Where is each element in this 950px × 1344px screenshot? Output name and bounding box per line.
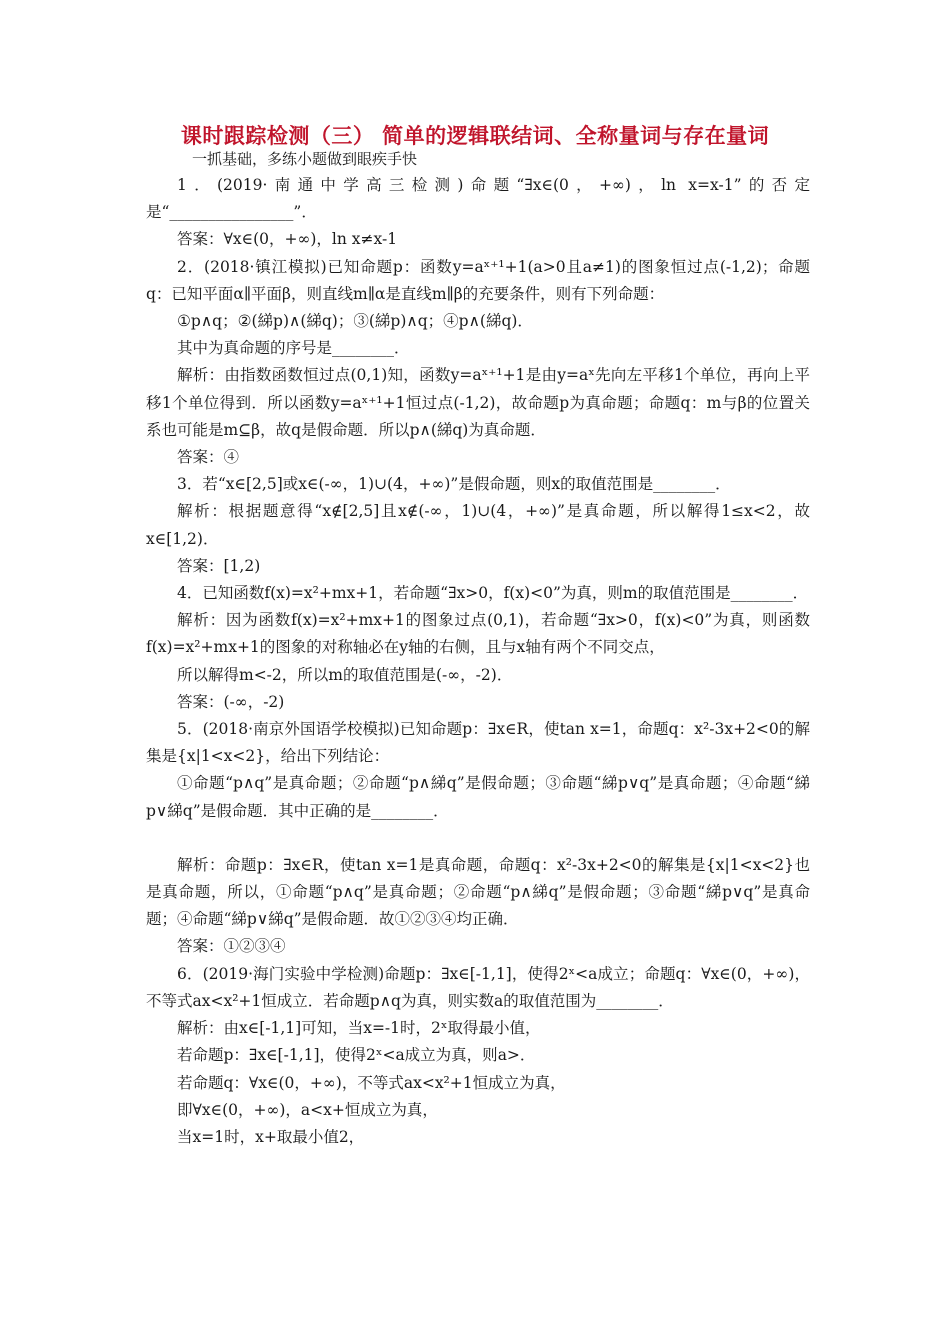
document-body: [146, 172, 810, 1151]
body-paragraph: ①p∧q；②(綈p)∧(綈q)；③(綈p)∧q；④p∧(綈q)．: [177, 312, 533, 331]
body-paragraph: 答案：(-∞，-2): [177, 692, 285, 711]
body-paragraph: 1．(2019·南通中学高三检测)命题“∃x∈(0，+∞)，ln x=x-1”的否定是“________________”．: [146, 176, 810, 222]
body-paragraph: 答案：①②③④: [177, 937, 286, 956]
body-paragraph: 答案：④: [177, 448, 240, 467]
document-subtitle: 一抓基础，多练小题做到眼疾手快: [192, 150, 418, 168]
body-paragraph: 解析：根据题意得“x∉[2,5]且x∉(-∞，1)∪(4，+∞)”是真命题，所以解得1≤x<2，故x∈[1,2)．: [146, 502, 810, 548]
body-paragraph: 答案：[1,2): [177, 556, 261, 575]
document-title: 课时跟踪检测（三） 简单的逻辑联结词、全称量词与存在量词: [180, 124, 770, 148]
body-paragraph: 解析：命题p：∃x∈R，使tan x=1是真命题，命题q：x²-3x+2<0的解集是{x|1<x<2}也是真命题，所以，①命题“p∧q”是真命题；②命题“p∧綈q”是假命题；③命题“綈p∨q”是真命题；④命题“綈p∨綈q”是假命题．故①②③④均正确．: [146, 855, 810, 929]
body-paragraph: 解析：因为函数f(x)=x²+mx+1的图象过点(0,1)，若命题“∃x>0，f(x)<0”为真，则函数f(x)=x²+mx+1的图象的对称轴必在y轴的右侧，且与x轴有两个不同交点，: [146, 611, 810, 657]
body-paragraph: ①命题“p∧q”是真命题；②命题“p∧綈q”是假命题；③命题“綈p∨q”是真命题；④命题“綈p∨綈q”是假命题．其中正确的是________．: [146, 774, 810, 820]
body-paragraph: 3．若“x∈[2,5]或x∈(-∞，1)∪(4，+∞)”是假命题，则x的取值范围是________．: [177, 475, 731, 494]
body-paragraph: 所以解得m<-2，所以m的取值范围是(-∞，-2)．: [177, 665, 513, 684]
body-paragraph: 2．(2018·镇江模拟)已知命题p：函数y=aˣ⁺¹+1(a>0且a≠1)的图象恒过点(-1,2)；命题q：已知平面α∥平面β，则直线m∥α是直线m∥β的充要条件，则有下列命题：: [146, 257, 810, 303]
body-paragraph: 答案：∀x∈(0，+∞)，ln x≠x-1: [177, 230, 398, 249]
body-paragraph: 当x=1时，x+取最小值2，: [177, 1127, 365, 1146]
body-paragraph: 6．(2019·海门实验中学检测)命题p：∃x∈[-1,1]，使得2ˣ<a成立；命题q：∀x∈(0，+∞)，不等式ax<x²+1恒成立．若命题p∧q为真，则实数a的取值范围为________．: [146, 964, 810, 1010]
body-paragraph: 5．(2018·南京外国语学校模拟)已知命题p：∃x∈R，使tan x=1，命题q：x²-3x+2<0的解集是{x|1<x<2}，给出下列结论：: [146, 720, 810, 766]
body-paragraph: 若命题q：∀x∈(0，+∞)，不等式ax<x²+1恒成立为真，: [177, 1073, 566, 1092]
body-paragraph: 即∀x∈(0，+∞)，a<x+恒成立为真，: [177, 1100, 438, 1119]
body-paragraph: 其中为真命题的序号是________．: [177, 339, 410, 358]
body-paragraph: 解析：由x∈[-1,1]可知，当x=-1时，2ˣ取得最小值，: [177, 1019, 541, 1038]
body-paragraph: 若命题p：∃x∈[-1,1]，使得2ˣ<a成立为真，则a>．: [177, 1046, 536, 1065]
body-paragraph: 解析：由指数函数恒过点(0,1)知，函数y=aˣ⁺¹+1是由y=aˣ先向左平移1个单位，再向上平移1个单位得到．所以函数y=aˣ⁺¹+1恒过点(-1,2)，故命题p为真命题；命题q：m与β的位置关系也可能是m⊆β，故q是假命题．所以p∧(綈q)为真命题．: [146, 366, 810, 439]
body-paragraph: 4．已知函数f(x)=x²+mx+1，若命题“∃x>0，f(x)<0”为真，则m的取值范围是________．: [177, 584, 809, 603]
